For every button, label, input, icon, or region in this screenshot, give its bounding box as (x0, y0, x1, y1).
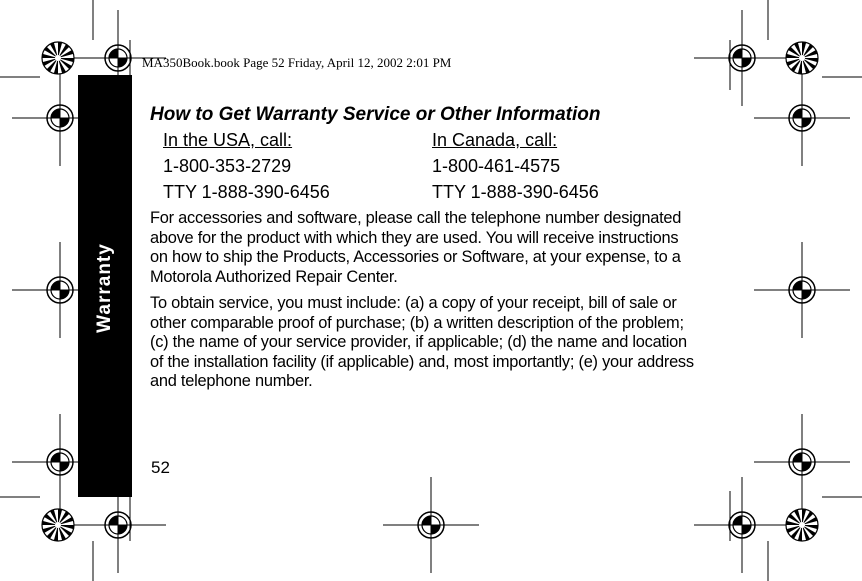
usa-contact (163, 127, 330, 205)
service-requirements-paragraph: To obtain service, you must include: (a) a copy of your receipt, bill of sale or other comparable proof of purchase; (b) a written description of the problem; (c) the name of your service provider, if applicable; (d) the name and location of the installation facility (if applicable) and, most importantly; (e) your address and telephone number. (150, 294, 694, 390)
page-number: 52 (151, 458, 170, 477)
registration-mark-icon (694, 10, 790, 106)
section-heading: How to Get Warranty Service or Other Information (150, 104, 601, 125)
registration-mark-icon (694, 477, 790, 573)
canada-contact (432, 127, 599, 205)
canada-tty: TTY 1-888-390-6456 (432, 182, 599, 202)
starburst-target-icon (42, 42, 74, 74)
registration-mark-icon (754, 242, 850, 338)
canada-phone: 1-800-461-4575 (432, 156, 561, 176)
side-tab-label: Warranty (94, 243, 115, 333)
usa-tty: TTY 1-888-390-6456 (163, 182, 330, 202)
starburst-target-icon (786, 509, 818, 541)
canada-contact-header: In Canada, call: (432, 130, 558, 150)
usa-contact-header: In the USA, call: (163, 130, 293, 150)
accessories-paragraph: For accessories and software, please call the telephone number designated above for the product with which they are used. You will receive instructions on how to ship the Products, Accessories or Software, at your expense, to a Motorola Authorized Repair Center. (150, 209, 682, 286)
registration-mark-icon (383, 477, 479, 573)
print-slug: MA350Book.book Page 52 Friday, April 12, 2002 2:01 PM (142, 55, 452, 70)
starburst-target-icon (42, 509, 74, 541)
registration-mark-icon (754, 70, 850, 166)
registration-mark-icon (754, 414, 850, 510)
starburst-target-icon (786, 42, 818, 74)
usa-phone: 1-800-353-2729 (163, 156, 292, 176)
